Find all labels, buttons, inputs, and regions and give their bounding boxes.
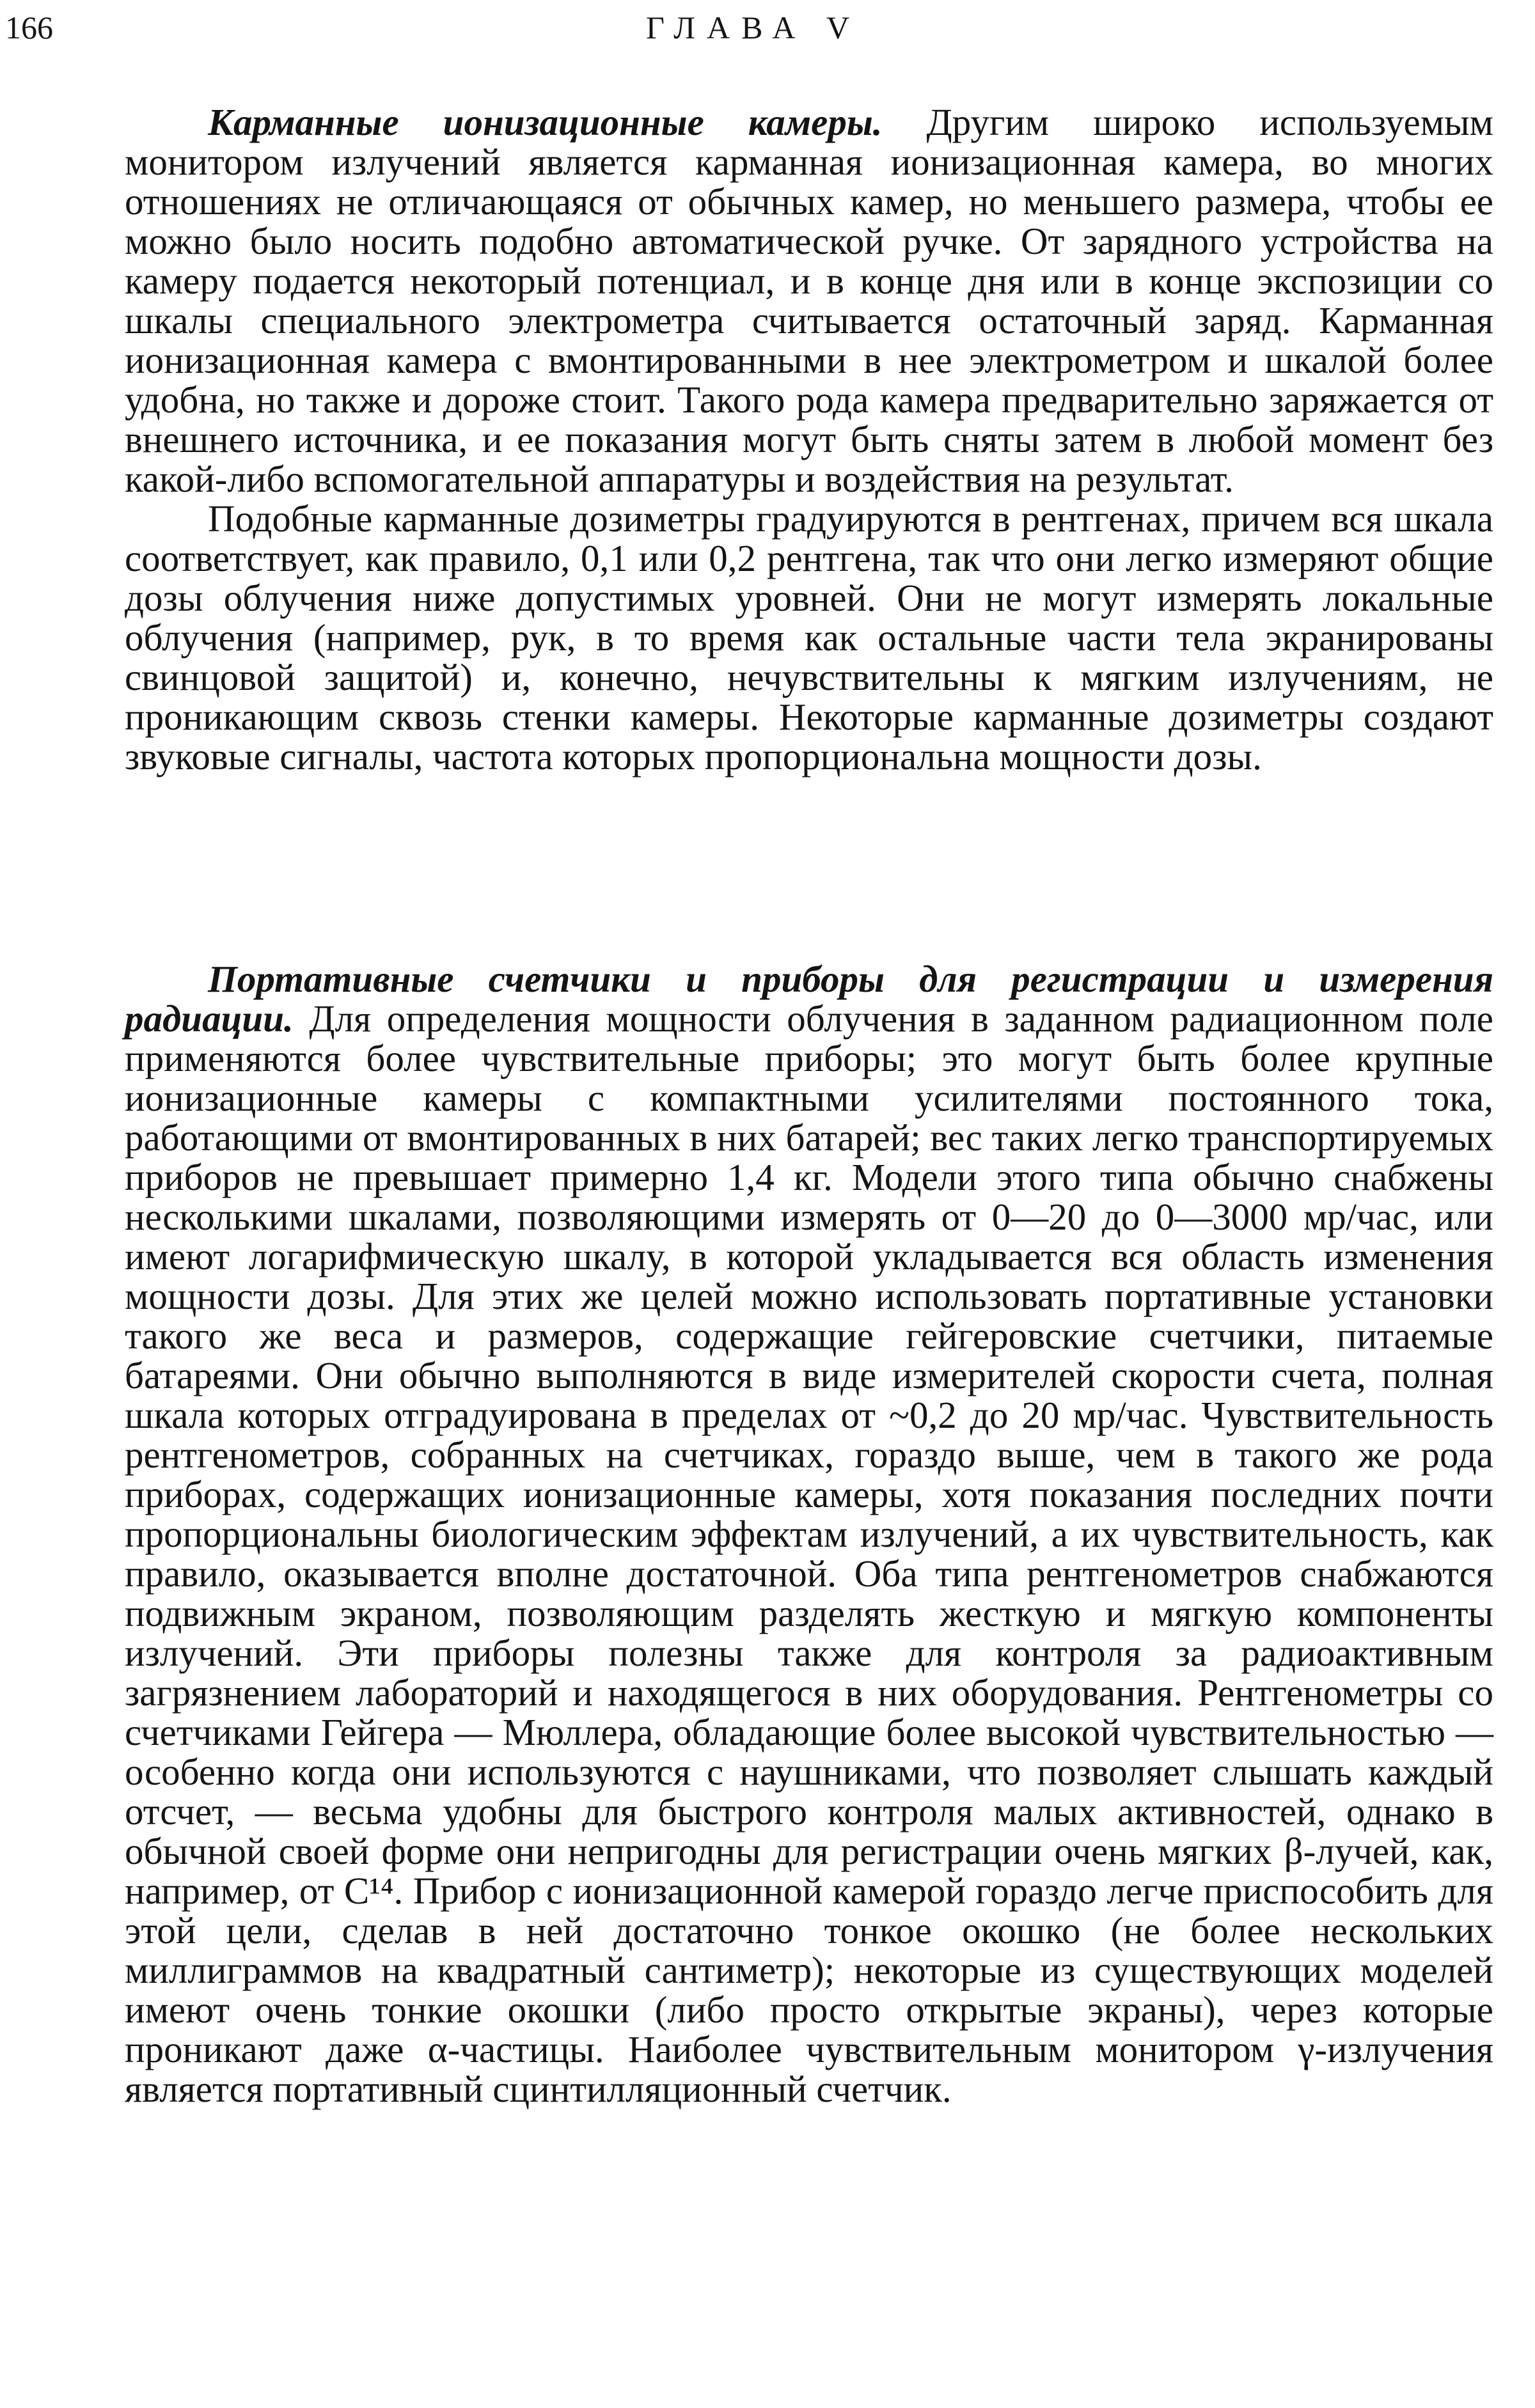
section-heading: Карманные ионизационные камеры. (208, 101, 883, 143)
chapter-title: ГЛАВА V (646, 10, 862, 45)
paragraph (125, 959, 1493, 2109)
page-number: 166 (5, 10, 53, 45)
paragraph-text: Подобные карманные дозиметры градуируются в рентгенах, причем вся шкала соответствует, как правило, 0,1 или 0,2 рентгена, так что они легко измеряют общие дозы облучения ниже допустимых уровней. Они не могут измерять локальные облучения (например, рук, в то время как остальные части тела экранированы свинцовой защитой) и, конечно, нечувствительны к мягким излучениям, не проникающим сквозь стенки камеры. Некоторые карманные дозиметры создают звуковые сигналы, частота которых пропорциональна мощности дозы. (125, 497, 1493, 778)
paragraph-text: Для определения мощности облучения в заданном радиационном поле применяются более чувствительные приборы; это могут быть более крупные ионизационные камеры с компактными усилителями постоянного тока, работающими от вмонтированных в них батарей; вес таких легко транспортируемых приборов не превышает примерно 1,4 кг. Модели этого типа обычно снабжены несколькими шкалами, позволяющими измерять от 0—20 до 0—3000 мр/час, или имеют логарифмическую шкалу, в которой укладывается вся область изменения мощности дозы. Для этих же целей можно использовать портативные установки такого же веса и размеров, содержащие гейгеровские счетчики, питаемые батареями. Они обычно выполняются в виде измерителей скорости счета, полная шкала которых отградуирована в пределах от ~0,2 до 20 мр/час. Чувствительность рентгенометров, собранных на счетчиках, гораздо выше, чем в такого же рода приборах, содержащих ионизационные камеры, хотя показания последних почти пропорциональны биологическим эффектам излучений, а их чувствительность, как правило, оказывается вполне достаточной. Оба типа рентгенометров снабжаются подвижным экраном, позволяющим разделять жесткую и мягкую компоненты излучений. Эти приборы полезны также для контроля за радиоактивным загрязнением лабораторий и находящегося в них оборудования. Рентгенометры со счетчиками Гейгера — Мюллера, обладающие более высокой чувствительностью — особенно когда они используются с наушниками, что позволяет слышать каждый отсчет, — весьма удобны для быстрого контроля малых активностей, однако в обычной своей форме они непригодны для регистрации очень мягких β-лучей, как, например, от C¹⁴. Прибор с ионизационной камерой гораздо легче приспособить для этой цели, сделав в ней достаточно тонкое окошко (не более нескольких миллиграммов на квадратный сантиметр); некоторые из существующих моделей имеют очень тонкие окошки (либо просто открытые экраны), через которые проникают даже α-частицы. Наиболее чувствительным монитором γ-излучения является портативный сцинтилляционный счетчик. (125, 997, 1493, 2110)
running-head (0, 5, 1535, 50)
paragraph (125, 102, 1493, 499)
section-portable-counters (125, 959, 1493, 2109)
paragraph (125, 499, 1493, 776)
section-heading: Портативные счетчики и приборы для регистрации и измерения радиации. (125, 958, 1493, 1040)
section-pocket-chambers (125, 102, 1493, 776)
paragraph-text: Другим широко используемым монитором излучений является карманная ионизационная камера, во многих отношениях не отличающаяся от обычных камер, но меньшего размера, чтобы ее можно было носить подобно автоматической ручке. От зарядного устройства на камеру подается некоторый потенциал, и в конце дня или в конце экспозиции со шкалы специального электрометра считывается остаточный заряд. Карманная ионизационная камера с вмонтированными в нее электрометром и шкалой более удобна, но также и дороже стоит. Такого рода камера предварительно заряжается от внешнего источника, и ее показания могут быть сняты затем в любой момент без какой-либо вспомогательной аппаратуры и воздействия на результат. (125, 101, 1494, 500)
